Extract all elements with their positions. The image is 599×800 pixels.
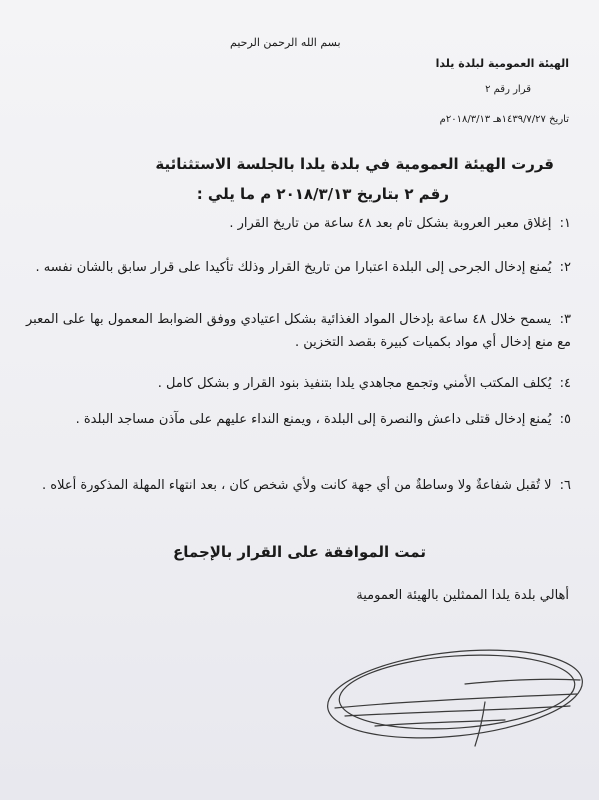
- item-number: ١:: [559, 216, 571, 231]
- decision-item: [26, 212, 571, 235]
- item-number: ٢:: [559, 260, 571, 275]
- item-number: ٥:: [559, 412, 571, 427]
- item-text: يُمنع إدخال الجرحى إلى البلدة اعتبارا من تاريخ القرار وذلك تأكيدا على قرار سابق بالشان نفسه .: [35, 260, 552, 275]
- decision-item: [26, 308, 571, 354]
- issuing-authority: الهيئة العمومية لبلدة يلدا: [435, 57, 569, 70]
- item-text: لا تُقبل شفاعةٌ ولا وساطةٌ من أي جهة كانت ولأي شخص كان ، بعد انتهاء المهلة المذكورة أعلاه .: [42, 478, 552, 493]
- signatories: أهالي بلدة يلدا الممثلين بالهيئة العمومية: [356, 588, 569, 603]
- decision-number: قرار رقم ٢: [485, 84, 531, 95]
- item-number: ٣:: [559, 312, 571, 327]
- handwritten-signature: [315, 636, 590, 756]
- item-text: يُكلف المكتب الأمني وتجمع مجاهدي يلدا بتنفيذ بنود القرار و بشكل كامل .: [157, 376, 552, 391]
- item-text: يُمنع إدخال قتلى داعش والنصرة إلى البلدة ، ويمنع النداء عليهم على مآذن مساجد البلدة .: [75, 412, 552, 427]
- decision-item: [26, 372, 571, 395]
- item-number: ٦:: [559, 478, 571, 493]
- decision-date: تاريخ ١٤٣٩/٧/٢٧هـ ٢٠١٨/٣/١٣م: [439, 114, 569, 125]
- decision-item: [26, 256, 571, 279]
- item-number: ٤:: [559, 376, 571, 391]
- basmala: بسم الله الرحمن الرحيم: [230, 36, 341, 49]
- heading-line-1: قررت الهيئة العمومية في بلدة يلدا بالجلسة الاستثنائية: [155, 155, 554, 173]
- decision-item: [26, 408, 571, 431]
- approval-statement: تمت الموافقة على القرار بالإجماع: [173, 543, 426, 561]
- decision-item: [26, 474, 571, 497]
- item-text: يسمح خلال ٤٨ ساعة بإدخال المواد الغذائية بشكل اعتيادي ووفق الضوابط المعمول بها على المعبر مع منع إدخال أي مواد بكميات كبيرة بقصد التخزين .: [26, 312, 571, 350]
- item-text: إغلاق معبر العروبة بشكل تام بعد ٤٨ ساعة من تاريخ القرار .: [229, 216, 552, 231]
- heading-line-2: رقم ٢ بتاريخ ٢٠١٨/٣/١٣ م ما يلي :: [196, 185, 449, 203]
